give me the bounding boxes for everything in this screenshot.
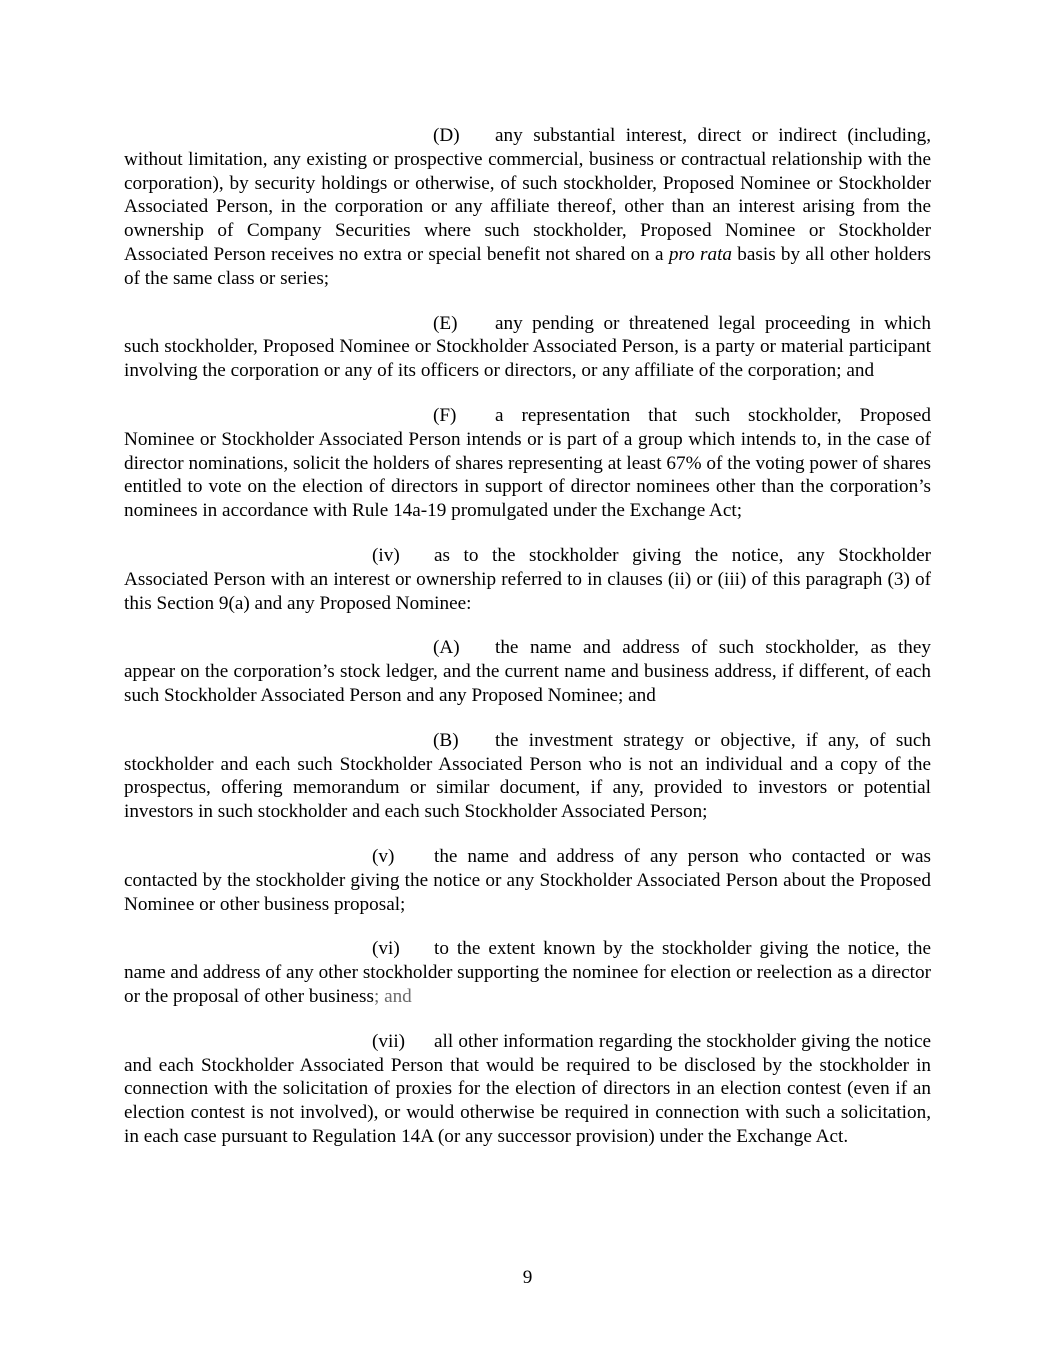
gray-tail-text: ; and bbox=[373, 985, 412, 1007]
paragraph-text: the name and address of such stockholder, as they appear on the corporation’s stock ledger, and the current name and business address, if different, of each such Stockholder Associated Person and any Proposed Nominee; and bbox=[124, 637, 931, 706]
clause-marker: (B) bbox=[433, 729, 459, 751]
paragraph-A bbox=[124, 636, 931, 707]
paragraph-text-continued: basis by all other holders of the same class or series; bbox=[124, 243, 931, 289]
paragraph-vii bbox=[124, 1030, 931, 1149]
clause-marker: (E) bbox=[433, 312, 458, 334]
paragraph-text: any substantial interest, direct or indirect (including, without limitation, any existing or prospective commercial, business or contractual relationship with the corporation), by security holdings or otherwise, of such stockholder, Proposed Nominee or Stockholder Associated Person, in the corporation or any affiliate thereof, other than an interest arising from the ownership of Company Securities where such stockholder, Proposed Nominee or Stockholder Associated Person receives no extra or special benefit not shared on a bbox=[124, 125, 931, 265]
paragraph-iv bbox=[124, 544, 931, 615]
paragraph-text: the investment strategy or objective, if any, of such stockholder and each such Stockholder Associated Person who is not an individual and a copy of the prospectus, offering memorandum or similar document, if any, provided to investors or potential investors in such stockholder and each such Stockholder Associated Person; bbox=[124, 729, 931, 823]
clause-marker: (v) bbox=[372, 845, 395, 867]
page-number: 9 bbox=[522, 1267, 533, 1288]
paragraph-text: to the extent known by the stockholder giving the notice, the name and address of any other stockholder supporting the nominee for election or reelection as a director or the proposal of other business bbox=[124, 938, 931, 1007]
paragraph-text: a representation that such stockholder, Proposed Nominee or Stockholder Associated Person intends or is part of a group which intends to, in the case of director nominations, solicit the holders of shares representing at least 67% of the voting power of shares entitled to vote on the election of directors in support of director nominees other than the corporation’s nominees in accordance with Rule 14a-19 promulgated under the Exchange Act; bbox=[124, 404, 931, 522]
paragraph-B bbox=[124, 729, 931, 824]
paragraph-E bbox=[124, 312, 931, 383]
clause-marker: (vi) bbox=[372, 938, 400, 960]
paragraph-D bbox=[124, 124, 931, 291]
paragraph-vi bbox=[124, 937, 931, 1008]
clause-marker: (D) bbox=[433, 125, 460, 146]
paragraph-F bbox=[124, 404, 931, 523]
document-body bbox=[124, 124, 931, 1170]
clause-marker: (iv) bbox=[372, 544, 400, 566]
italic-term: pro rata bbox=[668, 243, 733, 265]
clause-marker: (F) bbox=[433, 404, 457, 426]
paragraph-text: any pending or threatened legal proceeding in which such stockholder, Proposed Nominee or Stockholder Associated Person, is a party or material participant involving the corporation or any of its officers or directors, or any affiliate of the corporation; and bbox=[124, 312, 931, 382]
paragraph-text: as to the stockholder giving the notice, any Stockholder Associated Person with an interest or ownership referred to in clauses (ii) or (iii) of this paragraph (3) of this Section 9(a) and any Proposed Nominee: bbox=[124, 544, 931, 614]
paragraph-text: the name and address of any person who contacted or was contacted by the stockholder giving the notice or any Stockholder Associated Person about the Proposed Nominee or other business proposal; bbox=[124, 845, 931, 915]
paragraph-v bbox=[124, 845, 931, 916]
paragraph-text: all other information regarding the stockholder giving the notice and each Stockholder Associated Person that would be required to be disclosed by the stockholder in connection with the solicitation of proxies for the election of directors in an election contest (even if an election contest is not involved), or would otherwise be required in connection with such a solicitation, in each case pursuant to Regulation 14A (or any successor provision) under the Exchange Act. bbox=[124, 1030, 931, 1147]
clause-marker: (vii) bbox=[372, 1030, 406, 1052]
clause-marker: (A) bbox=[433, 637, 460, 659]
